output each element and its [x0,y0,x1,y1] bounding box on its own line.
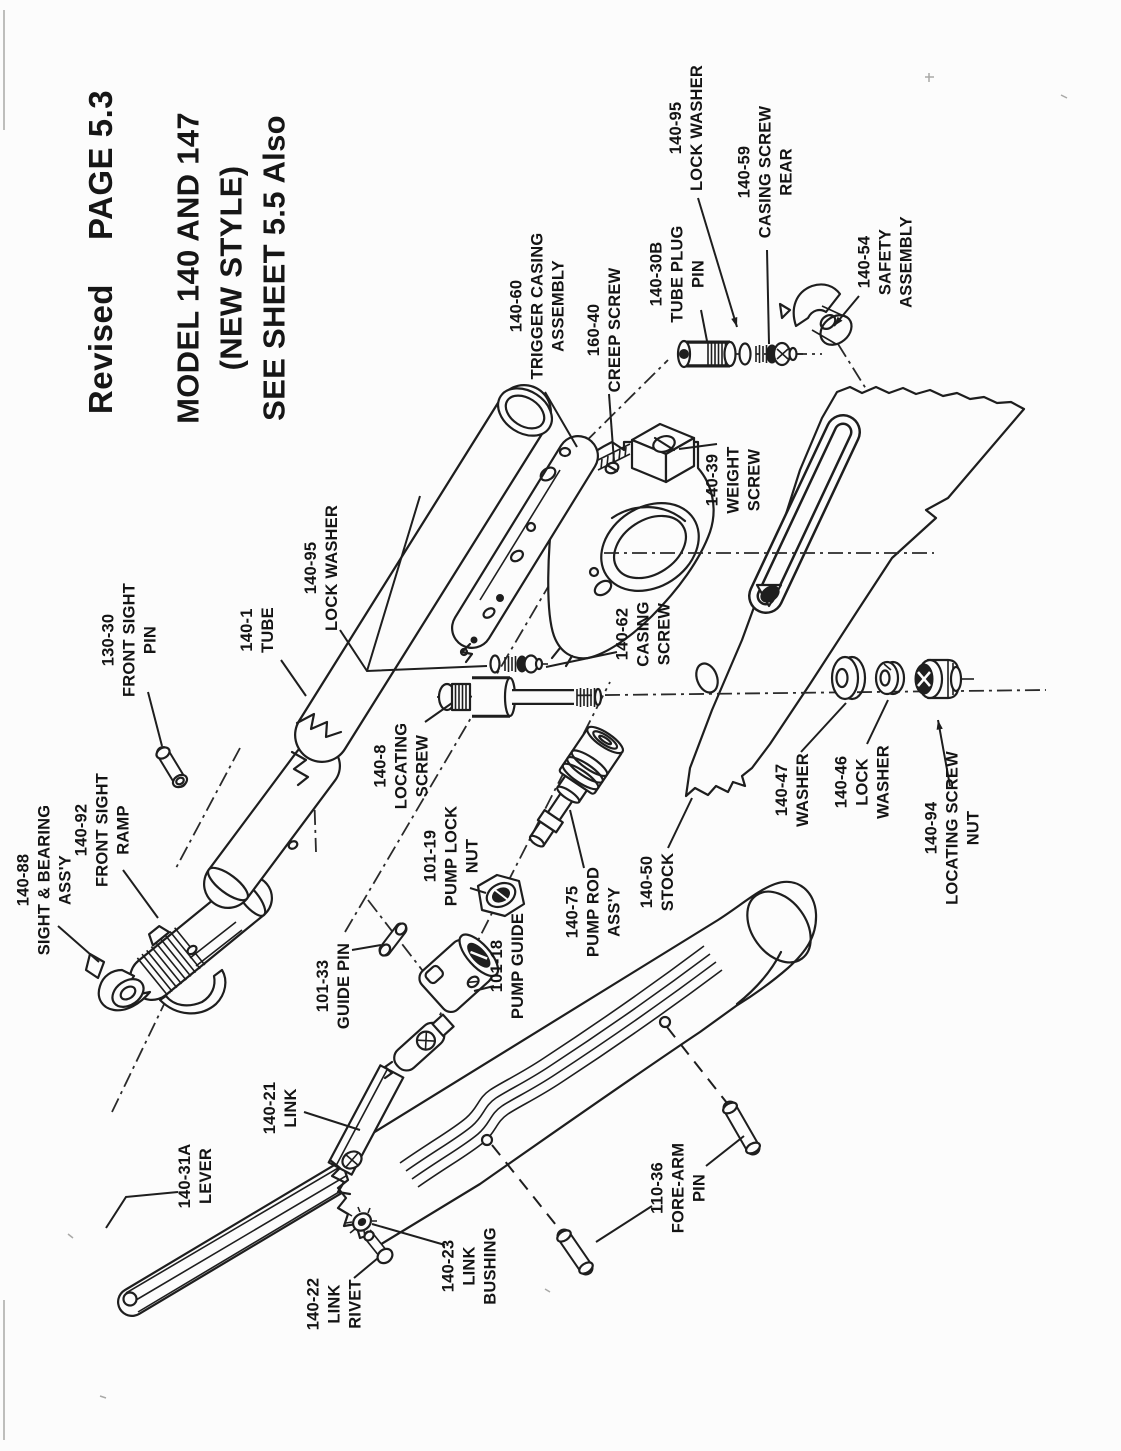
part-label-140-92: 140-92 FRONT SIGHT RAMP [72,772,133,888]
part-label-130-30: 130-30 FRONT SIGHT PIN [99,582,160,698]
part-label-140-23: 140-23 LINK BUSHING [439,1227,500,1305]
casing-screw-rear-part [756,343,803,365]
part-label-140-1: 140-1 TUBE [238,607,277,653]
leader-line-140-22 [354,1258,378,1278]
leader-line-140-59 [767,250,769,344]
leader-line-140-1 [281,660,306,696]
leader-line-140-31A [106,1192,178,1228]
front-sight-pin-part [154,745,189,789]
revision-text: Revised [82,284,119,415]
part-label-140-21: 140-21 LINK [261,1081,300,1135]
leader-line-140-46 [867,700,888,744]
part-label-140-59: 140-59 CASING SCREW REAR [735,105,796,239]
part-label-101-33: 101-33 GUIDE PIN [314,942,353,1030]
safety-assembly-part [780,284,857,350]
part-label-140-62: 140-62 CASING SCREW [613,601,674,667]
lock-washer-rear-part [740,344,751,365]
part-label-101-18: 101-18 PUMP GUIDE [488,912,527,1020]
leader-line-110-36 [706,1136,744,1166]
casing-screw-mid-part [491,656,549,673]
part-label-140-60: 140-60 TRIGGER CASING ASSEMBLY [507,232,568,380]
pump-rod-clevis-part [385,1012,456,1078]
locating-screw-part [439,677,601,717]
page-number-text: PAGE 5.3 [82,89,119,241]
sheet-title [167,112,296,424]
part-label-140-46: 140-46 LOCK WASHER [832,745,893,819]
part-label-160-40: 160-40 CREEP SCREW [585,267,624,393]
leader-line-140-50 [668,798,692,848]
part-label-110-36: 110-36 FORE-ARM PIN [648,1142,709,1234]
leader-line-140-8 [425,703,452,722]
part-label-140-94: 140-94 LOCATING SCREW NUT [922,751,983,905]
part-label-140-39: 140-39 WEIGHT SCREW [703,446,764,514]
lock-washer-part [876,662,904,694]
part-label-140-54: 140-54 SAFETY ASSEMBLY [855,216,916,308]
part-label-140-75: 140-75 PUMP ROD ASS'Y [563,866,624,958]
part-label-101-19: 101-19 PUMP LOCK NUT [421,805,482,907]
washer-part [832,657,865,699]
tube-plug-part [678,341,736,367]
part-label-140-50: 140-50 STOCK [638,852,677,912]
part-label-140-22: 140-22 LINK RIVET [304,1277,365,1331]
leader-line-140-75 [570,810,584,868]
part-label-140-8: 140-8 LOCATING SCREW [371,722,432,810]
sheet-title-line3: SEE SHEET 5.5 Also [256,115,292,421]
leader-line-130-30 [148,692,162,746]
part-label-140-30B: 140-30B TUBE PLUG PIN [647,225,708,323]
leader-line-101-33 [352,945,381,950]
pump-lock-nut-part [478,875,524,916]
part-label-140-47: 140-47 WASHER [773,753,812,827]
guide-pin-part [378,922,408,958]
part-label-140-95-mid: 140-95 LOCK WASHER [302,505,341,631]
sheet-title-line2: (NEW STYLE) [213,165,249,371]
page-revision-title [82,90,120,414]
locating-screw-nut-part [915,660,974,698]
front-tube-section-part [203,752,316,906]
leader-line-110-36 [596,1206,652,1242]
pump-rod-assembly-part [518,722,627,855]
leader-arrowhead-140-95-top [731,317,737,327]
sheet-title-line1: MODEL 140 AND 147 [170,112,206,424]
part-label-140-31A: 140-31A LEVER [176,1143,215,1209]
part-label-140-88: 140-88 SIGHT & BEARING ASS'Y [14,804,75,956]
part-label-140-95-top: 140-95 LOCK WASHER [667,65,706,191]
